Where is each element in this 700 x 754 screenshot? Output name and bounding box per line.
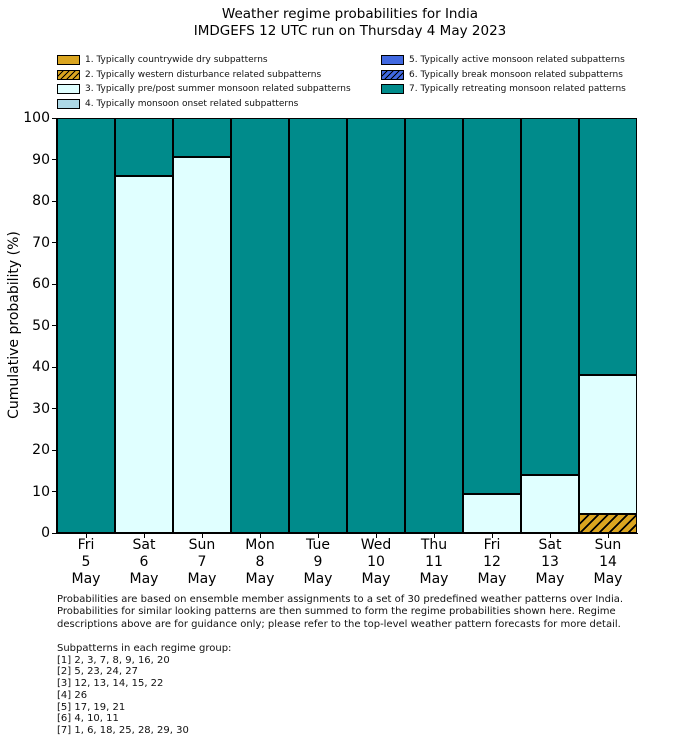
legend-item bbox=[381, 82, 626, 97]
bar bbox=[405, 118, 463, 533]
subpattern-line: [2] 5, 23, 24, 27 bbox=[57, 666, 138, 678]
x-tick-label-line: May bbox=[245, 571, 275, 587]
bar-segment bbox=[347, 118, 405, 533]
y-tick-label: 30 bbox=[32, 400, 50, 417]
x-tick-label-line: Thu bbox=[420, 537, 448, 553]
x-tick-label-line: 14 bbox=[599, 554, 617, 570]
x-tick-label-line: Sun bbox=[188, 537, 216, 553]
x-tick-label-line: 7 bbox=[197, 554, 207, 570]
bar-segment bbox=[289, 118, 347, 533]
subpatterns-heading: Subpatterns in each regime group: bbox=[57, 643, 232, 654]
x-tick-label-line: 9 bbox=[313, 554, 323, 570]
chart-title: Weather regime probabilities for India bbox=[221, 6, 479, 22]
x-tick-label bbox=[173, 537, 231, 588]
bar-segment bbox=[115, 176, 173, 533]
bar-segment bbox=[115, 118, 173, 176]
bar bbox=[347, 118, 405, 533]
y-tick-label: 0 bbox=[41, 525, 50, 541]
y-tick-label: 20 bbox=[32, 442, 50, 458]
x-tick-label-line: 11 bbox=[425, 554, 443, 570]
bar bbox=[463, 118, 521, 533]
bar bbox=[173, 118, 231, 533]
y-tick-label: 40 bbox=[32, 359, 50, 375]
legend-label: 2. Typically western disturbance related subpatterns bbox=[85, 69, 322, 80]
x-tick-label-line: Sun bbox=[594, 537, 622, 553]
bar bbox=[231, 118, 289, 533]
bar-segment bbox=[521, 118, 579, 475]
subpattern-line: [5] 17, 19, 21 bbox=[57, 701, 126, 713]
subpattern-line: [3] 12, 13, 14, 15, 22 bbox=[57, 678, 164, 690]
y-axis-spine bbox=[56, 118, 57, 534]
legend-swatch bbox=[57, 99, 80, 109]
x-tick-label-line: May bbox=[129, 571, 159, 587]
legend-item bbox=[57, 53, 351, 68]
legend-column bbox=[381, 53, 626, 97]
x-tick-label bbox=[579, 537, 637, 588]
legend-label: 6. Typically break monsoon related subpatterns bbox=[409, 69, 623, 80]
footer-line: descriptions above are for guidance only; please refer to the top-level weather pattern forecasts for more detail. bbox=[57, 618, 621, 630]
footer-line: Probabilities for similar looking patterns are then summed to form the regime probabilities shown here. Regime bbox=[57, 606, 616, 618]
bar-segment bbox=[173, 118, 231, 157]
x-tick-label bbox=[115, 537, 173, 588]
x-tick-label-line: May bbox=[419, 571, 449, 587]
x-tick-label-line: May bbox=[593, 571, 623, 587]
bar-segment bbox=[463, 118, 521, 494]
y-axis-label: Cumulative probability (%) bbox=[6, 231, 22, 419]
subpattern-line: [7] 1, 6, 18, 25, 28, 29, 30 bbox=[57, 724, 189, 736]
x-tick-label bbox=[57, 537, 115, 588]
x-tick-label-line: May bbox=[187, 571, 217, 587]
x-tick-label bbox=[521, 537, 579, 588]
x-tick-label-line: May bbox=[477, 571, 507, 587]
bar bbox=[57, 118, 115, 533]
bar bbox=[579, 118, 637, 533]
bar-segment bbox=[57, 118, 115, 533]
bar-segment bbox=[173, 157, 231, 533]
x-tick-label bbox=[347, 537, 405, 588]
legend-item bbox=[57, 97, 351, 112]
legend bbox=[0, 53, 700, 115]
x-tick-label-line: Mon bbox=[245, 537, 275, 553]
bar bbox=[521, 118, 579, 533]
legend-label: 4. Typically monsoon onset related subpatterns bbox=[85, 98, 299, 109]
x-tick-label-line: May bbox=[361, 571, 391, 587]
y-tick-label: 80 bbox=[32, 193, 50, 209]
x-tick-label-line: May bbox=[303, 571, 333, 587]
legend-swatch bbox=[381, 84, 404, 94]
x-tick-label bbox=[231, 537, 289, 588]
footer-line: Probabilities are based on ensemble member assignments to a set of 30 predefined weather patterns over India. bbox=[57, 594, 624, 605]
x-tick-label-line: Sat bbox=[538, 537, 562, 553]
bar-segment bbox=[579, 514, 637, 533]
x-tick-label-line: May bbox=[535, 571, 565, 587]
subpattern-line: [4] 26 bbox=[57, 689, 88, 701]
subpattern-line: [1] 2, 3, 7, 8, 9, 16, 20 bbox=[57, 654, 170, 666]
x-tick-label bbox=[405, 537, 463, 588]
subpatterns-list bbox=[57, 643, 231, 737]
plot-area bbox=[57, 118, 637, 533]
subpattern-line: [6] 4, 10, 11 bbox=[57, 713, 119, 725]
x-tick-label-line: 10 bbox=[367, 554, 385, 570]
x-tick-label bbox=[289, 537, 347, 588]
x-tick-label-line: May bbox=[71, 571, 101, 587]
x-tick-label-line: Fri bbox=[77, 537, 95, 553]
y-tick-label: 60 bbox=[32, 276, 50, 292]
footer-note bbox=[57, 594, 623, 631]
x-tick-label-line: Tue bbox=[306, 537, 330, 553]
x-tick-label-line: Fri bbox=[483, 537, 501, 553]
bar-segment bbox=[463, 494, 521, 533]
legend-item bbox=[57, 82, 351, 97]
y-tick-label: 90 bbox=[32, 151, 50, 168]
legend-label: 5. Typically active monsoon related subpatterns bbox=[409, 55, 625, 66]
legend-item bbox=[381, 53, 626, 68]
y-tick-label: 10 bbox=[32, 483, 50, 500]
x-tick-label-line: 6 bbox=[139, 554, 149, 570]
legend-column bbox=[57, 53, 351, 111]
bar-segment bbox=[405, 118, 463, 533]
bar-segment bbox=[521, 475, 579, 533]
legend-label: 1. Typically countrywide dry subpatterns bbox=[85, 55, 268, 66]
bar-segment bbox=[231, 118, 289, 533]
chart-subtitle: IMDGEFS 12 UTC run on Thursday 4 May 2023 bbox=[193, 23, 507, 39]
y-tick-label: 50 bbox=[32, 317, 50, 334]
bar bbox=[289, 118, 347, 533]
legend-swatch bbox=[57, 84, 80, 94]
legend-label: 3. Typically pre/post summer monsoon related subpatterns bbox=[85, 84, 351, 95]
bar bbox=[115, 118, 173, 533]
y-tick-label: 100 bbox=[23, 110, 50, 126]
x-tick-label-line: 8 bbox=[255, 554, 265, 570]
legend-swatch bbox=[381, 70, 404, 80]
x-tick-label-line: Sat bbox=[132, 537, 156, 553]
x-tick-label-line: 12 bbox=[483, 554, 501, 570]
x-tick-label-line: 13 bbox=[541, 554, 559, 570]
bar-segment bbox=[579, 375, 637, 514]
legend-item bbox=[57, 68, 351, 83]
x-tick-label-line: Wed bbox=[360, 537, 392, 553]
bar-segment bbox=[579, 118, 637, 375]
x-tick-label-line: 5 bbox=[81, 554, 91, 570]
legend-item bbox=[381, 68, 626, 83]
legend-swatch bbox=[57, 70, 80, 80]
legend-swatch bbox=[381, 55, 404, 65]
legend-label: 7. Typically retreating monsoon related patterns bbox=[409, 84, 626, 95]
legend-swatch bbox=[57, 55, 80, 65]
x-tick-label bbox=[463, 537, 521, 588]
y-tick-label: 70 bbox=[32, 234, 50, 251]
